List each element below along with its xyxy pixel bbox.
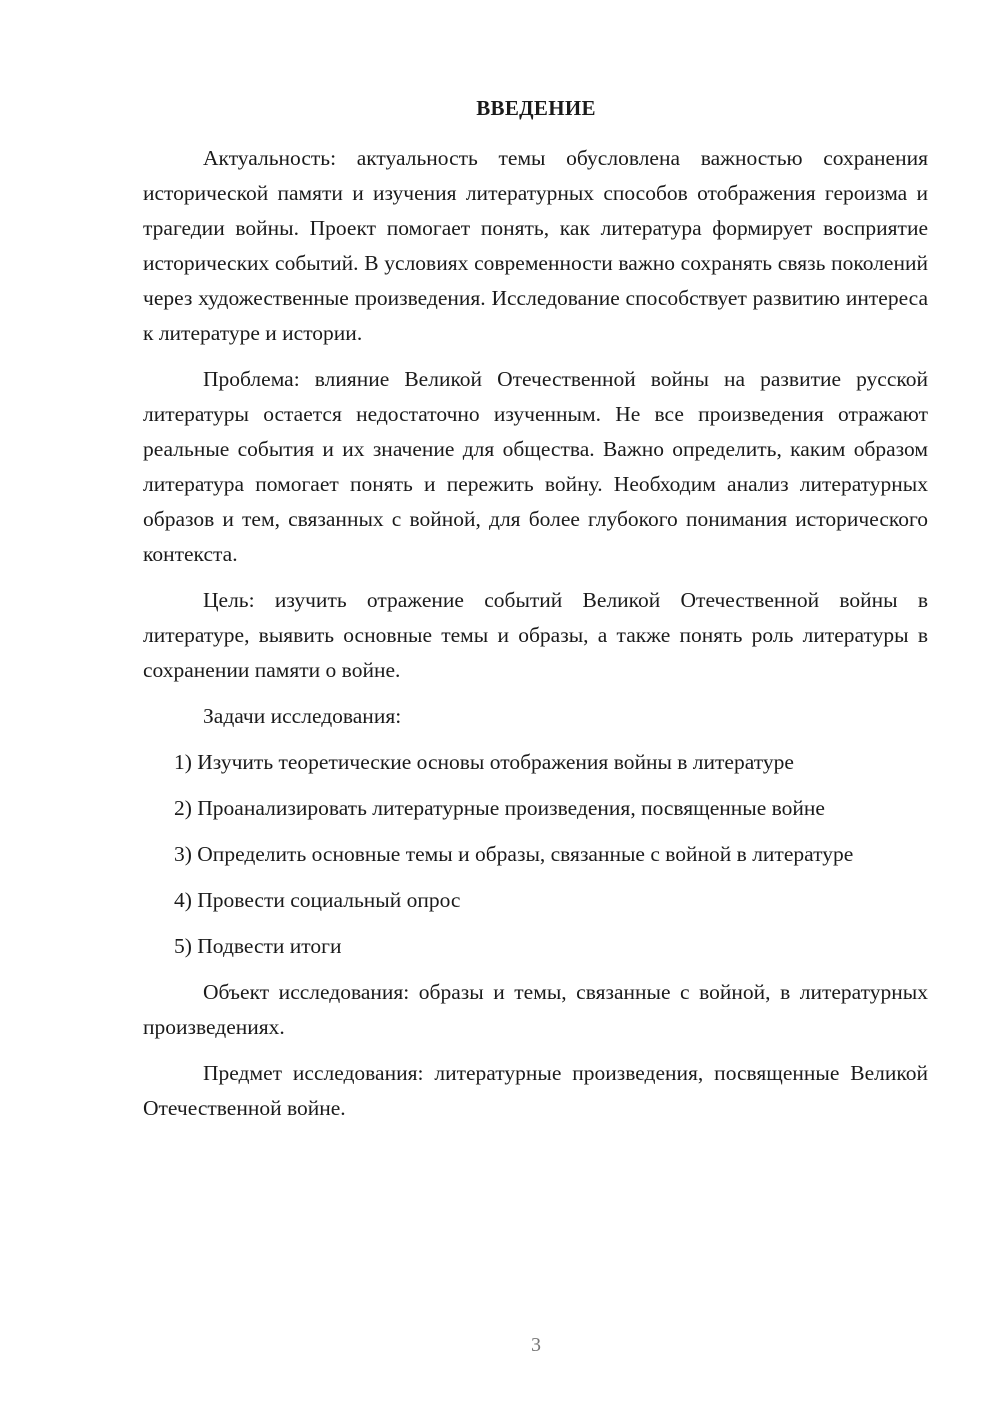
task-item-2: 2) Проанализировать литературные произведения, посвященные войне [174, 796, 825, 820]
task-item-3: 3) Определить основные темы и образы, связанные с войной в литературе [174, 842, 854, 866]
document-body [143, 141, 928, 1137]
paragraph-relevance: Актуальность: актуальность темы обусловлена важностью сохранения исторической памяти и изучения литературных способов отображения героизма и трагедии войны. Проект помогает понять, как литература формирует восприятие исторических событий. В условиях современности важно сохранять связь поколений через художественные произведения. Исследование способствует развитию интереса к литературе и истории. [143, 146, 928, 345]
task-item-4: 4) Провести социальный опрос [174, 888, 461, 912]
paragraph-tasks-heading: Задачи исследования: [203, 704, 402, 728]
paragraph-object: Объект исследования: образы и темы, связанные с войной, в литературных произведениях. [143, 980, 928, 1039]
task-item-1: 1) Изучить теоретические основы отображения войны в литературе [174, 750, 794, 774]
page-heading: ВВЕДЕНИЕ [476, 96, 596, 120]
paragraph-subject: Предмет исследования: литературные произведения, посвященные Великой Отечественной войне. [143, 1061, 928, 1120]
task-item-5: 5) Подвести итоги [174, 934, 342, 958]
paragraph-goal: Цель: изучить отражение событий Великой Отечественной войны в литературе, выявить основные темы и образы, а также понять роль литературы в сохранении памяти о войне. [143, 588, 928, 682]
paragraph-problem: Проблема: влияние Великой Отечественной войны на развитие русской литературы остается недостаточно изученным. Не все произведения отражают реальные события и их значение для общества. Важно определить, каким образом литература помогает понять и пережить войну. Необходим анализ литературных образов и тем, связанных с войной, для более глубокого понимания исторического контекста. [143, 367, 928, 566]
page-number: 3 [531, 1334, 541, 1356]
